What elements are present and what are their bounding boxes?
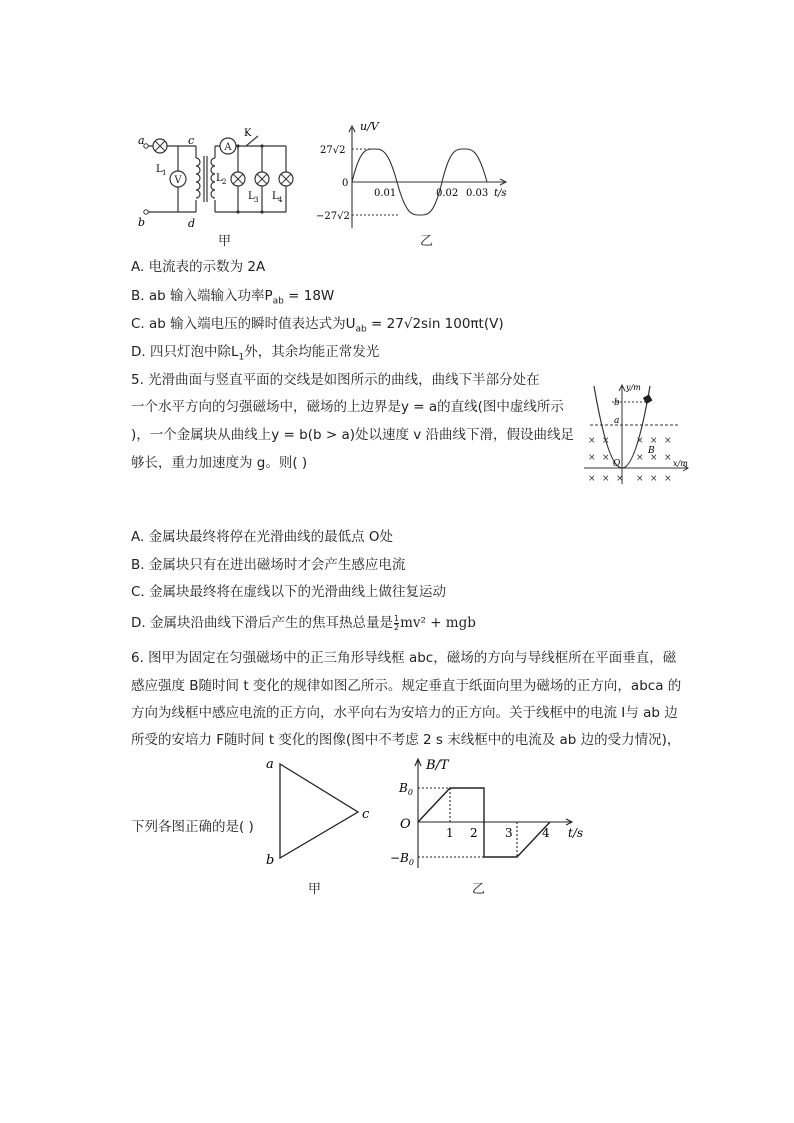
svg-text:×: ×: [636, 453, 644, 463]
q4-option-d: [131, 343, 379, 367]
bulb-L4-label: L: [272, 191, 279, 202]
voltage-wave-graph: [316, 118, 516, 233]
magnetic-field-crosses: [588, 436, 672, 484]
q5-option-d: [131, 614, 476, 632]
svg-text:×: ×: [588, 474, 596, 484]
bt-B0-label: $B_0$: [399, 781, 413, 797]
q4-option-d-tail: 外，其余均能正常发光: [244, 344, 380, 360]
svg-text:×: ×: [664, 436, 672, 446]
triangle-vertex-c: c: [362, 807, 370, 822]
q6-bt-graph: [392, 752, 592, 872]
bulb-L4-icon: [279, 172, 293, 186]
voltmeter-icon: [170, 171, 186, 187]
q5-fig-xlabel: x/m: [673, 459, 688, 468]
bt-caption: 乙: [472, 882, 486, 897]
wave-ymin-label: −27√2: [316, 211, 350, 222]
q4-option-b: [131, 287, 334, 311]
q5-option-d-tail: mv² + mgb: [400, 615, 476, 631]
bt-origin: O: [400, 817, 411, 832]
wave-tick-001: 0.01: [374, 188, 397, 199]
terminal-b-dot: [144, 210, 148, 214]
ammeter-label: A: [224, 142, 232, 153]
q5-stem-3: )，一个金属块从曲线上y = b(b > a)处以速度 v 沿曲线下滑，假设曲线足: [131, 427, 575, 443]
q4-option-d-text: D. 四只灯泡中除L: [131, 344, 239, 360]
wave-xlabel: t/s: [494, 188, 507, 199]
q5-stem-1: 5. 光滑曲面与竖直平面的交线是如图所示的曲线，曲线下半部分处在: [131, 372, 540, 388]
terminal-a-label: a: [138, 134, 145, 147]
q4-option-c-tail: = 27√2sin 100πt(V): [366, 316, 504, 332]
bulb-L2-sub: 2: [222, 178, 227, 186]
bulb-L2-icon: [231, 172, 245, 186]
q5-fig-origin: O: [613, 459, 621, 469]
bt-tick-2: 2: [470, 826, 478, 840]
wave-origin: 0: [342, 178, 349, 189]
svg-text:×: ×: [616, 474, 624, 484]
bt-xlabel: t/s: [568, 826, 584, 840]
bulb-L3-icon: [255, 172, 269, 186]
q5-option-d-fraction: $\frac{1}{2}$: [393, 613, 400, 632]
q4-option-b-sub: ab: [272, 296, 284, 307]
bulb-L1-label: L: [156, 164, 163, 175]
bt-tick-3: 3: [505, 826, 513, 840]
bulb-L3-sub: 3: [254, 196, 259, 204]
bt-negB0-label: $-B_0$: [390, 851, 414, 867]
voltmeter-label: V: [174, 175, 182, 186]
wave-tick-003: 0.03: [466, 188, 489, 199]
q5-option-b: B. 金属块只有在进出磁场时才会产生感应电流: [131, 557, 406, 573]
q4-option-d-sub: 1: [238, 352, 245, 363]
q5-fig-ylabel: y/m: [626, 383, 641, 392]
svg-text:×: ×: [602, 453, 610, 463]
svg-text:×: ×: [602, 436, 610, 446]
q4-option-b-tail: = 18W: [283, 288, 335, 304]
q5-stem-2: 一个水平方向的匀强磁场中，磁场的上边界是y = a的直线(图中虚线所示: [131, 399, 564, 415]
q6-triangle-figure: [258, 752, 378, 870]
q6-stem-1: 6. 图甲为固定在匀强磁场中的正三角形导线框 abc，磁场的方向与导线框所在平面垂直，磁: [131, 650, 677, 666]
q5-option-a: A. 金属块最终将停在光滑曲线的最低点 O处: [131, 529, 393, 545]
svg-text:×: ×: [650, 474, 658, 484]
svg-text:×: ×: [664, 453, 672, 463]
q5-stem-4: 够长，重力加速度为 g。则( ): [131, 455, 308, 471]
wave-ylabel: u/V: [360, 120, 379, 133]
q6-stem-2: 感应强度 B随时间 t 变化的规律如图乙所示。规定垂直于纸面向里为磁场的正方向，abca 的: [131, 678, 682, 694]
bulb-L3-label: L: [248, 191, 255, 202]
q6-stem-4: 所受的安培力 F随时间 t 变化的图像(图中不考虑 2 s 末线框中的电流及 ab 边的受力情况)，: [131, 732, 681, 748]
terminal-d-label: d: [188, 217, 196, 230]
q4-option-a: A. 电流表的示数为 2A: [131, 259, 266, 275]
circuit-caption: 甲: [218, 234, 232, 249]
svg-text:×: ×: [636, 474, 644, 484]
q5-fig-label-B: B: [648, 446, 655, 456]
q4-option-c-sub: ab: [355, 324, 367, 335]
metal-block-icon: [643, 394, 653, 404]
q4-option-b-text: B. ab 输入端输入功率P: [131, 288, 273, 304]
q5-option-c: C. 金属块最终将在虚线以下的光滑曲线上做往复运动: [131, 584, 447, 600]
q5-option-d-text: D. 金属块沿曲线下滑后产生的焦耳热总量是: [131, 615, 393, 631]
bulb-L1-sub: 1: [162, 169, 167, 177]
wave-tick-002: 0.02: [436, 188, 459, 199]
svg-text:×: ×: [636, 436, 644, 446]
bulb-L2-label: L: [216, 173, 223, 184]
ammeter-icon: [220, 138, 236, 154]
triangle-vertex-a: a: [266, 757, 274, 772]
bulb-L4-sub: 4: [278, 196, 283, 204]
svg-text:×: ×: [650, 436, 658, 446]
wave-ymax-label: 27√2: [320, 145, 346, 156]
bt-tick-4: 4: [542, 826, 550, 840]
q4-option-c: [131, 315, 504, 339]
circuit-diagram: [128, 124, 318, 234]
bt-tick-1: 1: [446, 826, 454, 840]
q5-parabola-figure: [582, 380, 692, 486]
q5-fig-label-a: a: [614, 416, 620, 426]
triangle-vertex-b: b: [266, 853, 275, 868]
q6-stem-3: 方向为线框中感应电流的正方向，水平向右为安培力的正方向。关于线框中的电流 I与 ab 边: [131, 705, 678, 721]
svg-text:×: ×: [588, 453, 596, 463]
switch-label: K: [244, 128, 252, 139]
svg-text:×: ×: [664, 474, 672, 484]
q5-fig-label-b: b: [614, 398, 620, 408]
svg-text:×: ×: [650, 453, 658, 463]
triangle-caption: 甲: [308, 882, 322, 897]
q4-option-c-text: C. ab 输入端电压的瞬时值表达式为U: [131, 316, 356, 332]
terminal-b-label: b: [138, 216, 146, 229]
svg-text:×: ×: [588, 436, 596, 446]
svg-text:×: ×: [602, 474, 610, 484]
q6-question: 下列各图正确的是( ): [131, 819, 254, 835]
bulb-L1-icon: [153, 139, 167, 153]
wave-caption: 乙: [420, 234, 434, 249]
terminal-c-label: c: [188, 134, 195, 147]
bt-ylabel: B/T: [426, 758, 449, 773]
